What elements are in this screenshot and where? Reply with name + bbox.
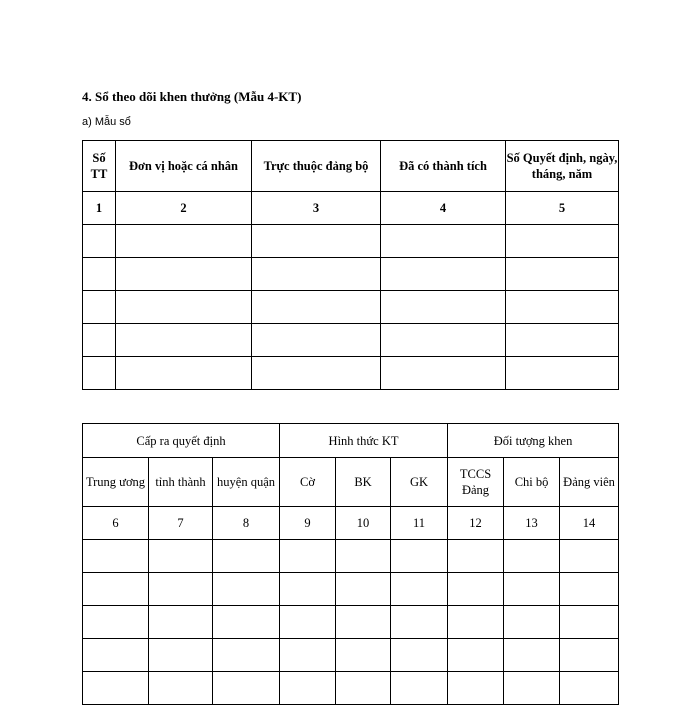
table-cell[interactable]	[391, 606, 448, 639]
subheader-chi-bo: Chi bộ	[504, 458, 560, 507]
table-cell[interactable]	[83, 225, 116, 258]
group-hinh-thuc-kt: Hình thức KT	[280, 424, 448, 458]
table-cell[interactable]	[280, 540, 336, 573]
header-thanh-tich: Đã có thành tích	[381, 141, 506, 192]
table-cell[interactable]	[280, 639, 336, 672]
column-number: 4	[381, 192, 506, 225]
table-row	[83, 357, 619, 390]
table-row	[83, 324, 619, 357]
column-number: 12	[448, 507, 504, 540]
table2-group-header-row	[83, 424, 619, 458]
table-cell[interactable]	[252, 225, 381, 258]
table-cell[interactable]	[83, 291, 116, 324]
group-doi-tuong-khen: Đối tượng khen	[448, 424, 619, 458]
table-cell[interactable]	[506, 291, 619, 324]
table-cell[interactable]	[448, 606, 504, 639]
table-cell[interactable]	[381, 324, 506, 357]
table-cell[interactable]	[504, 573, 560, 606]
table-cell[interactable]	[560, 573, 619, 606]
table-cell[interactable]	[116, 225, 252, 258]
table-cell[interactable]	[560, 639, 619, 672]
subheader-tinh-thanh: tỉnh thành	[149, 458, 213, 507]
table-cell[interactable]	[213, 573, 280, 606]
table-cell[interactable]	[213, 606, 280, 639]
table-cell[interactable]	[83, 540, 149, 573]
column-number: 6	[83, 507, 149, 540]
table-row	[83, 225, 619, 258]
table-cell[interactable]	[252, 324, 381, 357]
header-so-tt: Số TT	[83, 141, 116, 192]
table-cell[interactable]	[213, 540, 280, 573]
subheader-trung-uong: Trung ương	[83, 458, 149, 507]
column-number: 14	[560, 507, 619, 540]
table2-number-row	[83, 507, 619, 540]
subheader-dang-vien: Đảng viên	[560, 458, 619, 507]
table-cell[interactable]	[83, 573, 149, 606]
table-cell[interactable]	[381, 258, 506, 291]
table-cell[interactable]	[448, 639, 504, 672]
table-cell[interactable]	[448, 573, 504, 606]
column-number: 5	[506, 192, 619, 225]
table-cell[interactable]	[381, 291, 506, 324]
table-cell[interactable]	[504, 540, 560, 573]
header-so-quyet-dinh: Số Quyết định, ngày, tháng, năm	[506, 141, 619, 192]
table-cell[interactable]	[252, 258, 381, 291]
table-cell[interactable]	[116, 291, 252, 324]
column-number: 9	[280, 507, 336, 540]
table-cell[interactable]	[116, 357, 252, 390]
table-cell[interactable]	[336, 540, 391, 573]
section-heading: 4. Sổ theo dõi khen thưởng (Mẫu 4-KT)	[82, 89, 302, 104]
table-cell[interactable]	[213, 639, 280, 672]
table-row	[83, 606, 619, 639]
subheader-bk: BK	[336, 458, 391, 507]
khen-thuong-table-part-1	[82, 140, 619, 390]
column-number: 7	[149, 507, 213, 540]
table-row	[83, 639, 619, 672]
column-number: 1	[83, 192, 116, 225]
table-cell[interactable]	[83, 639, 149, 672]
table-cell[interactable]	[83, 324, 116, 357]
column-number: 2	[116, 192, 252, 225]
table-cell[interactable]	[149, 573, 213, 606]
table-cell[interactable]	[506, 324, 619, 357]
table2-subheader-row	[83, 458, 619, 507]
table-cell[interactable]	[83, 357, 116, 390]
table-cell[interactable]	[560, 540, 619, 573]
table-cell[interactable]	[391, 540, 448, 573]
table-row	[83, 540, 619, 573]
table-cell[interactable]	[149, 540, 213, 573]
table-cell[interactable]	[252, 291, 381, 324]
table-cell[interactable]	[83, 258, 116, 291]
table-cell[interactable]	[504, 639, 560, 672]
table-row	[83, 258, 619, 291]
khen-thuong-table-part-2	[82, 423, 619, 705]
table1-number-row	[83, 192, 619, 225]
table-cell[interactable]	[391, 573, 448, 606]
table-cell[interactable]	[149, 639, 213, 672]
table-cell[interactable]	[280, 573, 336, 606]
table-cell[interactable]	[149, 606, 213, 639]
table-cell[interactable]	[506, 357, 619, 390]
table-cell[interactable]	[504, 606, 560, 639]
table-cell[interactable]	[381, 225, 506, 258]
table-cell[interactable]	[506, 258, 619, 291]
table-cell[interactable]	[116, 258, 252, 291]
subheader-co: Cờ	[280, 458, 336, 507]
table-cell[interactable]	[448, 540, 504, 573]
header-don-vi: Đơn vị hoặc cá nhân	[116, 141, 252, 192]
header-truc-thuoc: Trực thuộc đảng bộ	[252, 141, 381, 192]
table-row	[83, 291, 619, 324]
column-number: 13	[504, 507, 560, 540]
table-cell[interactable]	[336, 573, 391, 606]
column-number: 10	[336, 507, 391, 540]
table-cell[interactable]	[83, 606, 149, 639]
table1-header-row	[83, 141, 619, 192]
subheader-tccs-dang: TCCS Đảng	[448, 458, 504, 507]
table-cell[interactable]	[336, 639, 391, 672]
table-cell[interactable]	[391, 639, 448, 672]
table-cell[interactable]	[381, 357, 506, 390]
column-number: 11	[391, 507, 448, 540]
group-cap-ra-quyet-dinh: Cấp ra quyết định	[83, 424, 280, 458]
table-cell[interactable]	[280, 606, 336, 639]
table-cell[interactable]	[336, 606, 391, 639]
column-number: 8	[213, 507, 280, 540]
table-cell[interactable]	[560, 606, 619, 639]
table-cell[interactable]	[252, 357, 381, 390]
column-number: 3	[252, 192, 381, 225]
subheader-gk: GK	[391, 458, 448, 507]
table-cell[interactable]	[116, 324, 252, 357]
table-cell[interactable]	[506, 225, 619, 258]
table-row	[83, 573, 619, 606]
section-subheading: a) Mẫu sổ	[82, 116, 131, 128]
subheader-huyen-quan: huyện quận	[213, 458, 280, 507]
